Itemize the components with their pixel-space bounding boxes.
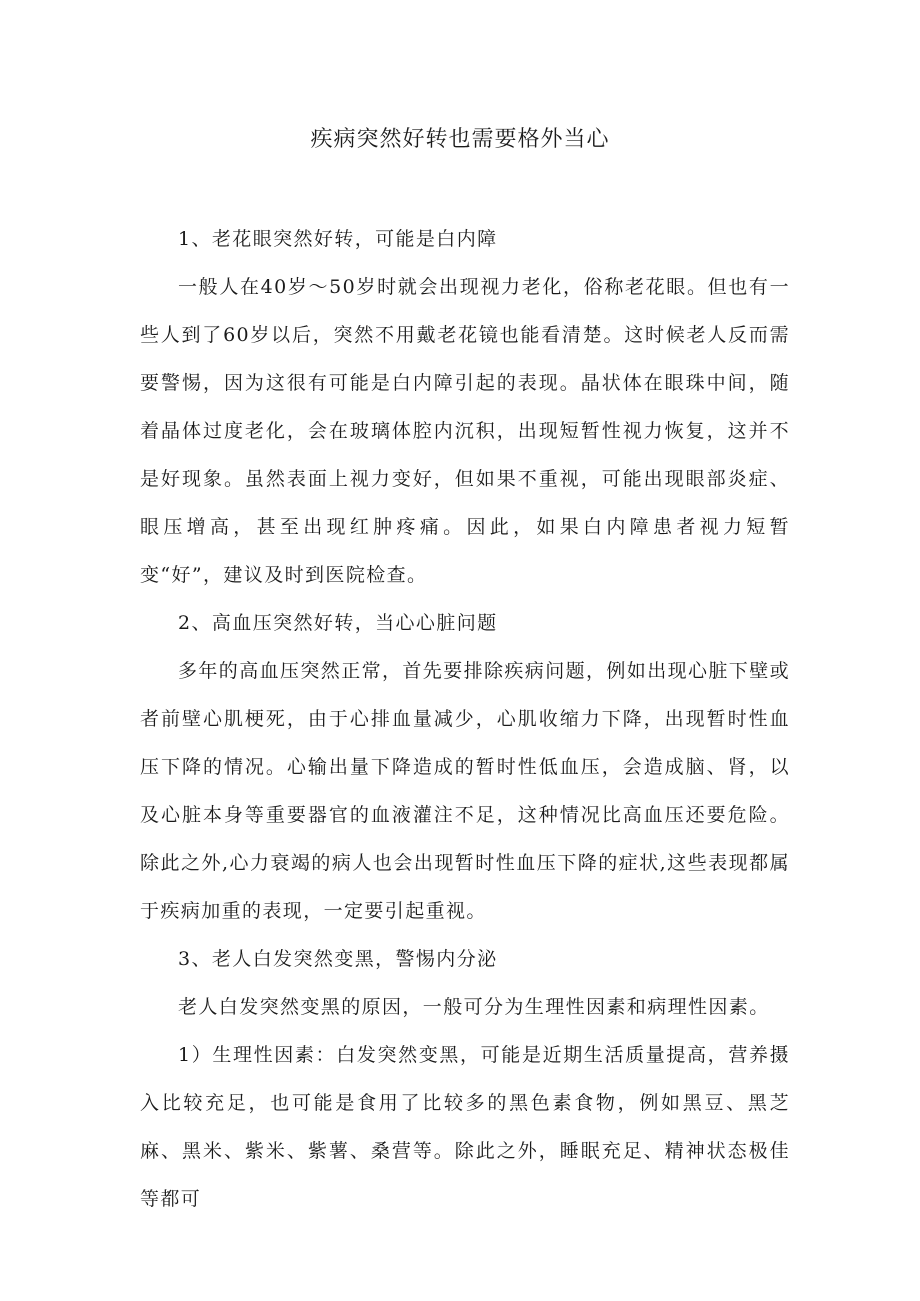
section-heading-white-hair: 3、老人白发突然变黑，警惕内分泌 [178, 948, 498, 970]
paragraph-white-hair-intro: 老人白发突然变黑的原因，一般可分为生理性因素和病理性因素。 [178, 996, 770, 1018]
section-heading-hypertension: 2、高血压突然好转，当心心脏问题 [178, 612, 498, 634]
document-body [140, 215, 790, 1223]
paragraph-hypertension: 多年的高血压突然正常，首先要排除疾病问题，例如出现心脏下壁或者前壁心肌梗死，由于心排血量减少，心肌收缩力下降，出现暂时性血压下降的情况。心输出量下降造成的暂时性低血压，会造成脑、肾，以及心脏本身等重要器官的血液灌注不足，这种情况比高血压还要危险。除此之外,心力衰竭的病人也会出现暂时性血压下降的症状,这些表现都属于疾病加重的表现，一定要引起重视。 [140, 660, 791, 922]
section-heading-cataract: 1、老花眼突然好转，可能是白内障 [178, 228, 498, 250]
document-title: 疾病突然好转也需要格外当心 [310, 127, 610, 152]
paragraph-cataract: 一般人在40岁～50岁时就会出现视力老化，俗称老花眼。但也有一些人到了60岁以后，突然不用戴老花镜也能看清楚。这时候老人反而需要警惕，因为这很有可能是白内障引起的表现。晶状体在眼珠中间，随着晶体过度老化，会在玻璃体腔内沉积，出现短暂性视力恢复，这并不是好现象。虽然表面上视力变好，但如果不重视，可能出现眼部炎症、眼压增高，甚至出现红肿疼痛。因此，如果白内障患者视力短暂变“好”，建议及时到医院检查。 [140, 276, 790, 586]
paragraph-physiological-factors: 1）生理性因素：白发突然变黑，可能是近期生活质量提高，营养摄入比较充足，也可能是食用了比较多的黑色素食物，例如黑豆、黑芝麻、黑米、紫米、紫薯、桑营等。除此之外，睡眠充足、精神状态极佳等都可 [140, 1044, 790, 1210]
